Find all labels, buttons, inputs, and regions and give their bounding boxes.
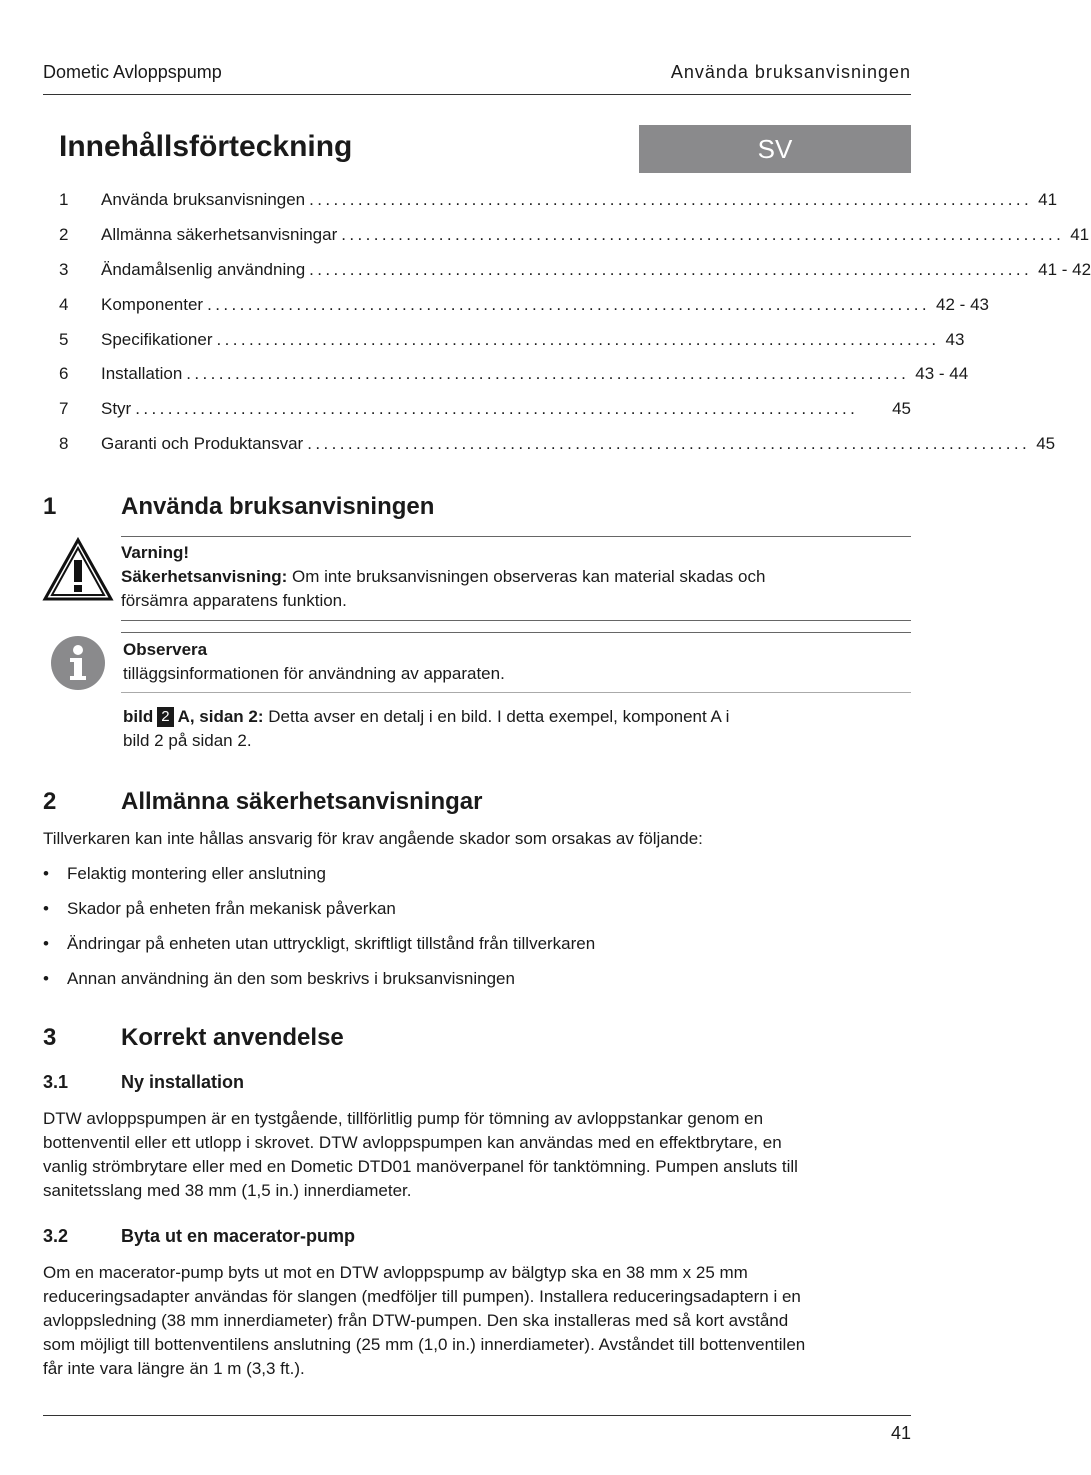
- section-number: 1: [43, 493, 57, 520]
- toc-label: Ändamålsenlig användning: [101, 259, 306, 279]
- section-2-intro: Tillverkaren kan inte hållas ansvarig för krav angående skador som orsakas av följande:: [43, 829, 703, 848]
- warning-lead: Säkerhetsanvisning:: [121, 567, 288, 586]
- note-text: tilläggsinformationen för användning av apparaten.: [123, 664, 505, 683]
- toc-leader-dots: .........................................................................................: [207, 294, 931, 314]
- note-block: [123, 638, 505, 686]
- toc-entry[interactable]: [59, 190, 1058, 225]
- toc-label: Styr: [101, 399, 132, 419]
- paragraph-line: får inte vara längre än 1 m (3,3 ft.).: [43, 1359, 305, 1378]
- note-heading: Observera: [123, 640, 208, 659]
- header-product-name: Dometic Avloppspump: [43, 62, 222, 82]
- table-of-contents: [59, 190, 1091, 469]
- figure-number-badge: 2: [157, 707, 173, 727]
- figure-ref-text-2: bild 2 på sidan 2.: [123, 731, 252, 750]
- warning-bottom-rule: [121, 620, 911, 621]
- list-item-text: Skador på enheten från mekanisk påverkan: [67, 899, 396, 918]
- language-badge: SV: [639, 125, 911, 173]
- paragraph-line: bottenventil eller ett utlopp i skrovet. DTW avloppspumpen kan användas med en effektbrytare, en: [43, 1133, 782, 1152]
- footer-rule: [43, 1415, 911, 1416]
- toc-page: 43 - 44: [915, 364, 969, 384]
- toc-page: 42 - 43: [936, 294, 989, 314]
- warning-heading: Varning!: [121, 543, 190, 562]
- figure-ref-lead: bild: [123, 707, 154, 726]
- warning-body: Om inte bruksanvisningen observeras kan material skadas och: [287, 567, 766, 586]
- subsection-3-2-body: [43, 1261, 805, 1381]
- warning-body-2: försämra apparatens funktion.: [121, 591, 347, 610]
- toc-label: Garanti och Produktansvar: [101, 434, 304, 454]
- note-top-rule: [121, 632, 911, 633]
- warning-block: [121, 541, 765, 613]
- figure-ref-text: Detta avser en detalj i en bild. I detta exempel, komponent A i: [263, 707, 730, 726]
- toc-leader-dots: .........................................................................................: [307, 434, 1031, 454]
- bullet-icon: •: [43, 934, 49, 953]
- toc-number: 2: [59, 224, 69, 244]
- section-title: Korrekt anvendelse: [121, 1024, 344, 1051]
- paragraph-line: sanitetsslang med 38 mm (1,5 in.) innerdiameter.: [43, 1181, 412, 1200]
- subsection-number: 3.2: [43, 1226, 69, 1246]
- toc-page: 45: [1036, 434, 1056, 454]
- toc-page: 45: [892, 399, 911, 419]
- list-item-text: Annan användning än den som beskrivs i bruksanvisningen: [67, 969, 515, 988]
- list-item-text: Ändringar på enheten utan uttryckligt, skriftligt tillstånd från tillverkaren: [67, 934, 596, 953]
- section-number: 2: [43, 788, 57, 815]
- paragraph-line: avloppsledning (38 mm innerdiameter) från DTW-pumpen. Den ska installeras med så kort avstånd: [43, 1311, 789, 1330]
- toc-page: 41: [1070, 224, 1090, 244]
- toc-number: 4: [59, 294, 69, 314]
- toc-entry[interactable]: [59, 364, 969, 399]
- note-bottom-rule: [121, 692, 911, 693]
- toc-number: 5: [59, 329, 69, 349]
- warning-top-rule: [121, 536, 911, 537]
- paragraph-line: DTW avloppspumpen är en tystgående, tillförlitlig pump för tömning av avloppstankar genom en: [43, 1109, 764, 1128]
- toc-label: Komponenter: [101, 294, 204, 314]
- header-chapter-name: Använda bruksanvisningen: [670, 62, 911, 82]
- toc-label: Specifikationer: [101, 329, 213, 349]
- section-title: Allmänna säkerhetsanvisningar: [121, 788, 483, 815]
- toc-label: Använda bruksanvisningen: [101, 190, 306, 209]
- bullet-icon: •: [43, 969, 49, 988]
- figure-ref-lead-2: A, sidan 2:: [177, 707, 264, 726]
- list-item-text: Felaktig montering eller anslutning: [67, 864, 326, 883]
- header-rule: [43, 94, 911, 95]
- toc-entry[interactable]: [59, 294, 989, 330]
- paragraph-line: vanlig strömbrytare eller med en Dometic DTD01 manöverpanel för tanktömning. Pumpen ansluts till: [43, 1157, 798, 1176]
- toc-number: 8: [59, 434, 69, 454]
- warning-triangle-icon: [43, 538, 113, 602]
- toc-entry[interactable]: [59, 329, 965, 365]
- toc-label: Allmänna säkerhetsanvisningar: [101, 224, 338, 244]
- toc-number: 1: [59, 190, 69, 209]
- info-icon: [50, 635, 106, 691]
- page-number: 41: [890, 1423, 911, 1443]
- bullet-icon: •: [43, 899, 49, 918]
- toc-page: 43: [945, 329, 965, 349]
- toc-entry[interactable]: [59, 399, 911, 434]
- toc-entry[interactable]: [59, 224, 1090, 260]
- warning-text: [121, 565, 765, 589]
- toc-leader-dots: .........................................................................................: [309, 190, 1033, 209]
- toc-number: 3: [59, 259, 69, 279]
- toc-entry[interactable]: [59, 434, 1056, 469]
- paragraph-line: som möjligt till bottenventilens anslutning (25 mm (1,0 in.) innerdiameter). Avståndet till bottenventilen: [43, 1335, 806, 1354]
- toc-label: Installation: [101, 364, 183, 384]
- toc-leader-dots: .........................................................................................: [135, 399, 859, 419]
- paragraph-line: Om en macerator-pump byts ut mot en DTW avloppspump av bälgtyp ska en 38 mm x 25 mm: [43, 1263, 748, 1282]
- toc-entry[interactable]: [59, 259, 1091, 295]
- section-number: 3: [43, 1024, 57, 1051]
- toc-leader-dots: .........................................................................................: [186, 364, 910, 384]
- figure-reference: [123, 705, 729, 753]
- subsection-3-1-body: [43, 1107, 798, 1203]
- subsection-title: Ny installation: [121, 1072, 245, 1092]
- paragraph-line: reduceringsadapter användas för slangen (medföljer till pumpen). Installera reduceringsadaptern i en: [43, 1287, 801, 1306]
- bullet-icon: •: [43, 864, 49, 883]
- toc-leader-dots: .........................................................................................: [216, 329, 940, 349]
- toc-number: 6: [59, 364, 69, 384]
- toc-number: 7: [59, 399, 69, 419]
- page-title: Innehållsförteckning: [59, 130, 353, 163]
- toc-page: 41 - 42: [1038, 259, 1091, 279]
- toc-leader-dots: .........................................................................................: [341, 224, 1065, 244]
- subsection-title: Byta ut en macerator-pump: [121, 1226, 356, 1246]
- toc-leader-dots: .........................................................................................: [309, 259, 1033, 279]
- section-title: Använda bruksanvisningen: [121, 493, 435, 520]
- subsection-number: 3.1: [43, 1072, 69, 1092]
- toc-page: 41: [1038, 190, 1058, 209]
